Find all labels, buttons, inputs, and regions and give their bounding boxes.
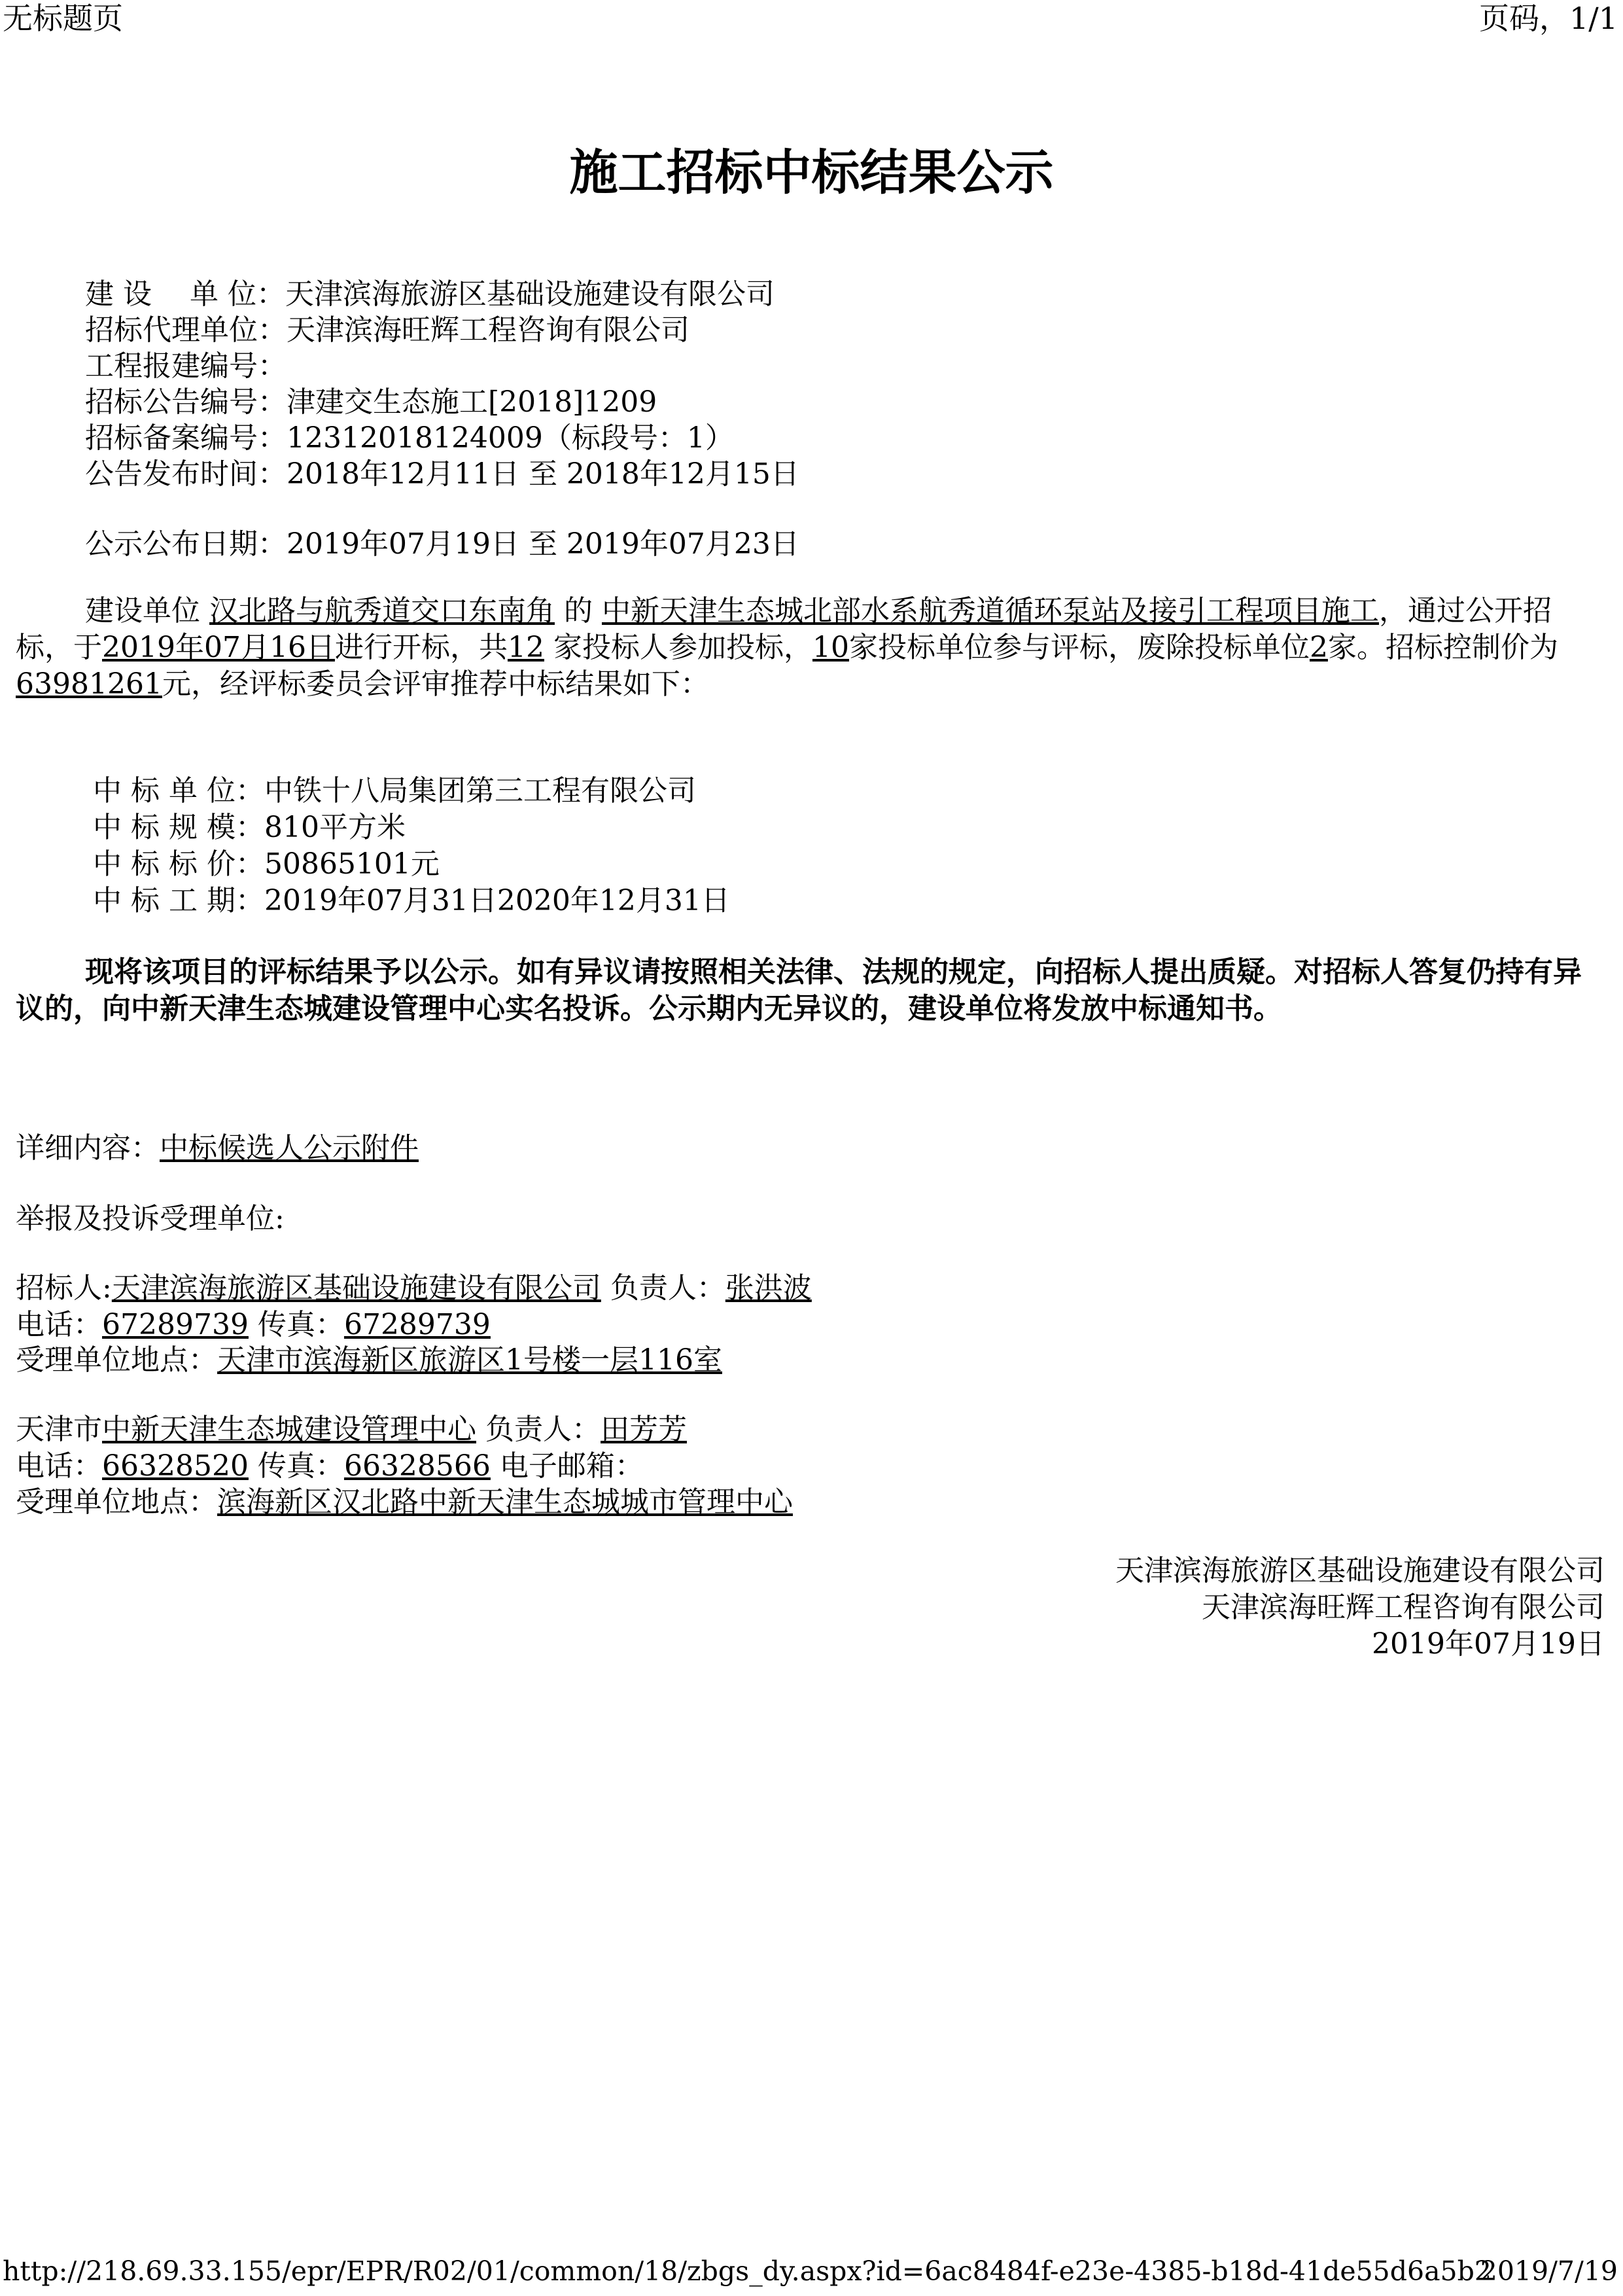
- construction-unit-row: [85, 276, 775, 312]
- address-label: 受理单位地点：: [16, 1485, 217, 1519]
- publicity-notice: 现将该项目的评标结果予以公示。如有异议请按照相关法律、法规的规定，向招标人提出质疑。对招标人答复仍持有异议的，向中新天津生态城建设管理中心实名投诉。公示期内无异议的，建设单位将发放中标通知书。: [16, 955, 1582, 1025]
- notice-no-label: 招标公告编号：: [85, 385, 287, 419]
- publish-time-row: [85, 456, 799, 492]
- tenderer-person: 张洪波: [725, 1271, 812, 1305]
- control-price: 63981261: [16, 667, 162, 701]
- period-row: [93, 883, 730, 919]
- price-row: [93, 846, 440, 882]
- signature-org-1: 天津滨海旅游区基础设施建设有限公司: [1115, 1554, 1605, 1587]
- paragraph-text: 元，经评标委员会评审推荐中标结果如下：: [162, 667, 709, 701]
- tenderer-phone-row: [16, 1307, 491, 1343]
- price-label: 中 标 标 价：: [93, 847, 264, 881]
- print-date: 2019/7/19: [1480, 2255, 1618, 2287]
- project-no-row: [85, 348, 287, 384]
- publicity-date-value: 2019年07月19日 至 2019年07月23日: [287, 527, 799, 561]
- publicity-date-row: [85, 526, 799, 562]
- address-label: 受理单位地点：: [16, 1343, 217, 1377]
- tenderer-org: 天津滨海旅游区基础设施建设有限公司: [111, 1271, 601, 1305]
- paragraph-text: 家投标人参加投标，: [544, 631, 812, 664]
- scale-row: [93, 809, 406, 845]
- attachment-link[interactable]: 中标候选人公示附件: [160, 1131, 419, 1165]
- detail-label: 详细内容：: [16, 1131, 160, 1165]
- period-value: 2019年07月31日2020年12月31日: [264, 884, 730, 917]
- paragraph-text: ，通过公开招标，于: [16, 594, 1552, 664]
- paragraph-text: 进行开标，共: [334, 631, 508, 664]
- rejected-count: 2: [1309, 631, 1328, 664]
- bid-open-date: 2019年07月16日: [102, 631, 335, 664]
- fax-label: 传真：: [248, 1449, 344, 1483]
- paragraph-text: 的: [555, 594, 602, 627]
- tenderer-label: 招标人:: [16, 1271, 112, 1305]
- authority-address-row: [16, 1484, 793, 1520]
- tenderer-address: 天津市滨海新区旅游区1号楼一层116室: [217, 1343, 722, 1377]
- page-header-title: 无标题页: [3, 1, 123, 36]
- bidder-count: 12: [507, 631, 544, 664]
- winner-label: 中 标 单 位：: [93, 774, 264, 807]
- scale-label: 中 标 规 模：: [93, 811, 264, 844]
- notice-no-row: [85, 384, 657, 420]
- agency-value: 天津滨海旺辉工程咨询有限公司: [287, 313, 689, 347]
- authority-row: [16, 1411, 687, 1447]
- publish-time-label: 公告发布时间：: [85, 457, 287, 491]
- project-name: 中新天津生态城北部水系航秀道循环泵站及接引工程项目施工: [601, 594, 1379, 627]
- authority-prefix: 天津市: [16, 1413, 102, 1446]
- paragraph-text: 家投标单位参与评标，废除投标单位: [848, 631, 1310, 664]
- scale-value: 810平方米: [264, 811, 406, 844]
- signature-date: 2019年07月19日: [1372, 1627, 1605, 1661]
- tenderer-phone: 67289739: [102, 1308, 249, 1341]
- period-label: 中 标 工 期：: [93, 884, 264, 917]
- detail-row: [16, 1130, 419, 1166]
- phone-label: 电话：: [16, 1449, 102, 1483]
- record-no-value: 12312018124009（标段号：1）: [287, 421, 734, 455]
- person-label: 负责人：: [601, 1271, 725, 1305]
- publicity-date-label: 公示公布日期：: [85, 527, 287, 561]
- complaint-heading: 举报及投诉受理单位:: [16, 1202, 285, 1235]
- notice-no-value: 津建交生态施工[2018]1209: [287, 385, 657, 419]
- authority-person: 田芳芳: [601, 1413, 687, 1446]
- publish-time-value: 2018年12月11日 至 2018年12月15日: [287, 457, 799, 491]
- winner-value: 中铁十八局集团第三工程有限公司: [264, 774, 696, 807]
- person-label: 负责人：: [476, 1413, 601, 1446]
- authority-phone: 66328520: [102, 1449, 249, 1483]
- record-no-row: [85, 420, 734, 456]
- page-url: http://218.69.33.155/epr/EPR/R02/01/common/18/zbgs_dy.aspx?id=6ac8484f-e23e-4385-b18d-41de55d6a5b2: [3, 2255, 1492, 2287]
- fax-label: 传真：: [248, 1308, 344, 1341]
- signature-org-2: 天津滨海旺辉工程咨询有限公司: [1202, 1591, 1605, 1624]
- authority-address: 滨海新区汉北路中新天津生态城城市管理中心: [217, 1485, 793, 1519]
- tenderer-address-row: [16, 1342, 722, 1378]
- construction-unit-label: 建 设 单 位：: [85, 277, 285, 311]
- authority-org: 中新天津生态城建设管理中心: [102, 1413, 476, 1446]
- evaluated-count: 10: [812, 631, 849, 664]
- agency-label: 招标代理单位：: [85, 313, 287, 347]
- paragraph-text: 建设单位: [85, 594, 209, 627]
- paragraph-text: 家。招标控制价为: [1327, 631, 1558, 664]
- tenderer-fax: 67289739: [343, 1308, 491, 1341]
- price-value: 50865101元: [264, 847, 440, 881]
- project-no-label: 工程报建编号：: [85, 349, 287, 383]
- tenderer-row: [16, 1270, 812, 1306]
- construction-unit-value: 天津滨海旅游区基础设施建设有限公司: [285, 277, 775, 311]
- project-location: 汉北路与航秀道交口东南角: [209, 594, 555, 627]
- winner-row: [93, 773, 696, 809]
- document-title: 施工招标中标结果公示: [569, 145, 1054, 201]
- result-paragraph: [16, 593, 1599, 703]
- authority-fax: 66328566: [343, 1449, 491, 1483]
- agency-row: [85, 312, 689, 348]
- authority-phone-row: [16, 1448, 644, 1484]
- phone-label: 电话：: [16, 1308, 102, 1341]
- record-no-label: 招标备案编号：: [85, 421, 287, 455]
- email-label: 电子邮箱：: [490, 1449, 644, 1483]
- page-number: 页码，1/1: [1478, 1, 1618, 36]
